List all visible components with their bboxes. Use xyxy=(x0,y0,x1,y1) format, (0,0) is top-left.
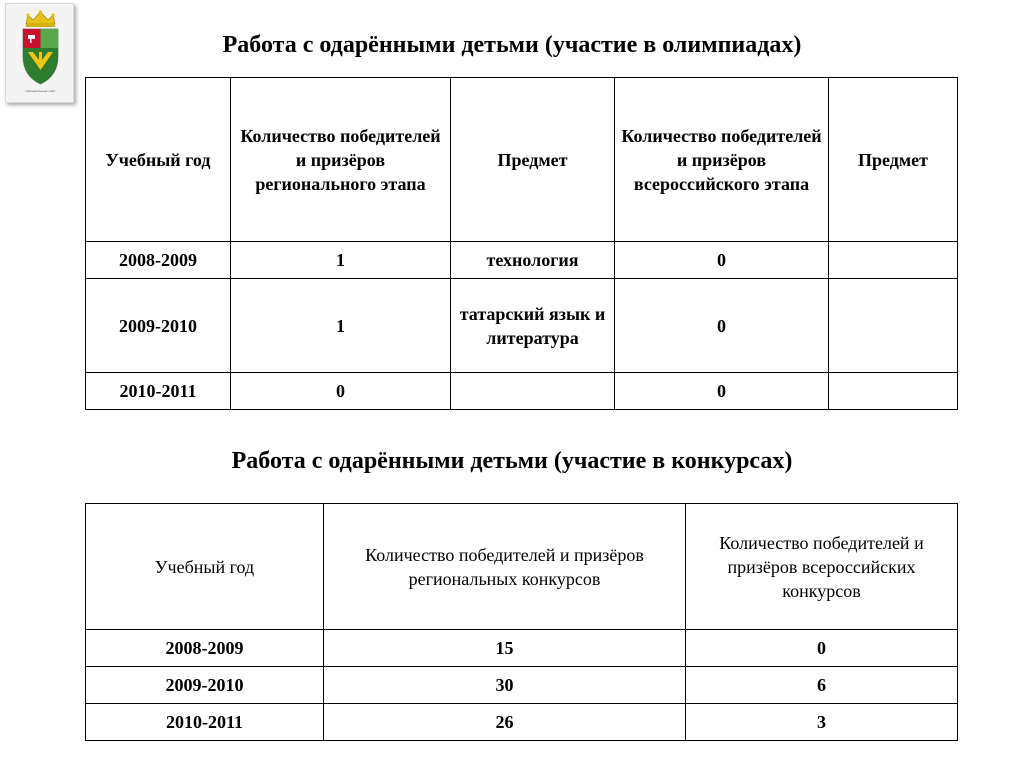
header-regional-winners: Количество победителей и призёров регионального этапа xyxy=(231,78,451,242)
header-subject: Предмет xyxy=(451,78,615,242)
cell-year: 2009-2010 xyxy=(86,279,231,373)
header-national-winners: Количество победителей и призёров всероссийского этапа xyxy=(615,78,829,242)
cell-national: 0 xyxy=(615,373,829,410)
contests-table xyxy=(85,503,958,741)
header-school-year: Учебный год xyxy=(86,504,324,630)
cell-year: 2008-2009 xyxy=(86,242,231,279)
cell-year: 2008-2009 xyxy=(86,630,324,667)
cell-year: 2010-2011 xyxy=(86,704,324,741)
logo-caption: официальный сайт xyxy=(25,89,56,93)
cell-subject-2 xyxy=(829,242,958,279)
header-regional-contests: Количество победителей и призёров региональных конкурсов xyxy=(324,504,686,630)
olympiads-table xyxy=(85,77,958,410)
table-row xyxy=(86,242,958,279)
cell-regional: 0 xyxy=(231,373,451,410)
cell-regional: 1 xyxy=(231,279,451,373)
cell-subject xyxy=(451,373,615,410)
header-national-contests: Количество победителей и призёров всероссийских конкурсов xyxy=(686,504,958,630)
olympiads-title: Работа с одарёнными детьми (участие в олимпиадах) xyxy=(222,32,802,58)
cell-year: 2010-2011 xyxy=(86,373,231,410)
table-row xyxy=(86,704,958,741)
contests-title: Работа с одарёнными детьми (участие в конкурсах) xyxy=(231,448,793,474)
table-row xyxy=(86,373,958,410)
cell-national: 3 xyxy=(686,704,958,741)
table-row xyxy=(86,667,958,704)
cell-year: 2009-2010 xyxy=(86,667,324,704)
cell-subject: технология xyxy=(451,242,615,279)
cell-regional: 30 xyxy=(324,667,686,704)
cell-national: 6 xyxy=(686,667,958,704)
cell-regional: 26 xyxy=(324,704,686,741)
cell-regional: 15 xyxy=(324,630,686,667)
cell-national: 0 xyxy=(615,242,829,279)
cell-regional: 1 xyxy=(231,242,451,279)
table-header-row xyxy=(86,504,958,630)
cell-subject: татарский язык и литература xyxy=(451,279,615,373)
cell-subject-2 xyxy=(829,279,958,373)
table-row xyxy=(86,630,958,667)
header-subject-2: Предмет xyxy=(829,78,958,242)
cell-national: 0 xyxy=(686,630,958,667)
table-row xyxy=(86,279,958,373)
cell-national: 0 xyxy=(615,279,829,373)
header-school-year: Учебный год xyxy=(86,78,231,242)
cell-subject-2 xyxy=(829,373,958,410)
table-header-row xyxy=(86,78,958,242)
